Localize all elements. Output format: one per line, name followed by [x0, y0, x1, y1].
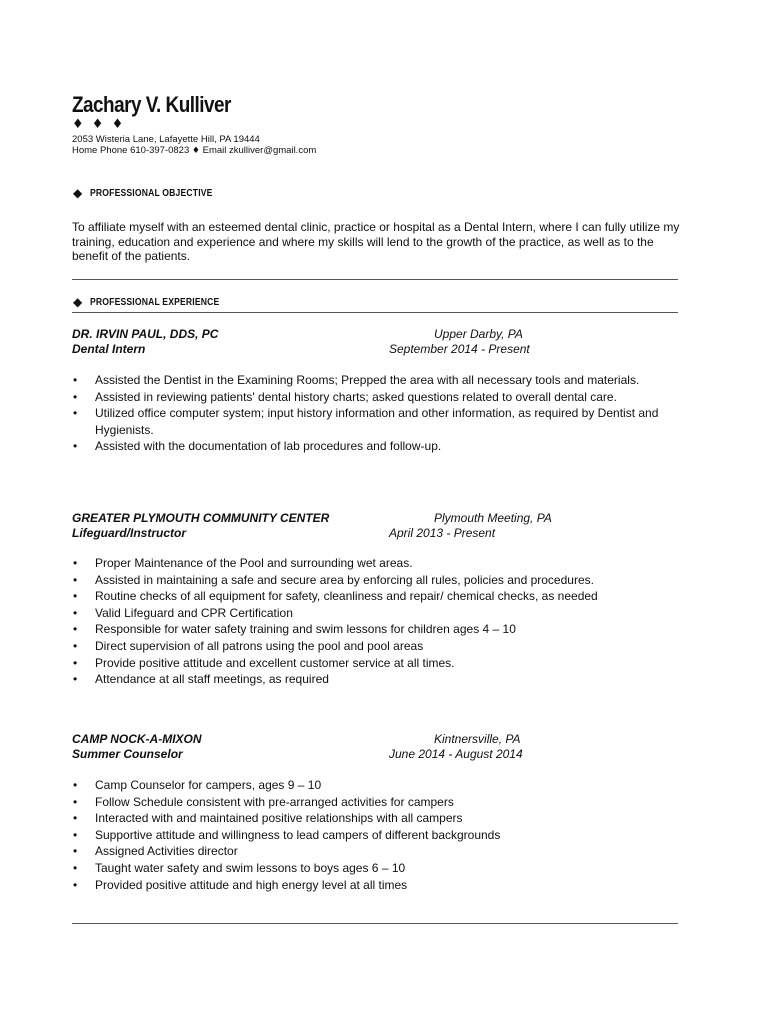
objective-text: To affiliate myself with an esteemed dental clinic, practice or hospital as a Dental Intern, where I can fully utilize my training, education and experience and where my skills will lend to the growth of the practice, as well as to the benefit of the patients. [72, 220, 680, 264]
job-organization: DR. IRVIN PAUL, DDS, PC [72, 327, 219, 341]
job-title: Dental Intern [72, 342, 146, 356]
list-item: • Responsible for water safety training and swim lessons for children ages 4 – 10 [72, 621, 684, 638]
job-duties-list [72, 555, 684, 688]
job-location: Kintnersville, PA [434, 732, 521, 746]
section-underline [72, 312, 678, 313]
objective-heading [73, 186, 240, 200]
list-item: • Camp Counselor for campers, ages 9 – 10 [72, 777, 684, 794]
list-item: • Assisted in maintaining a safe and secure area by enforcing all rules, policies and procedures. [72, 572, 684, 589]
job-duties-list [72, 777, 684, 893]
diamond-bullet-icon: ◆ [73, 186, 83, 200]
list-item: • Taught water safety and swim lessons to boys ages 6 – 10 [72, 860, 684, 877]
job-dates: June 2014 - August 2014 [389, 747, 523, 761]
section-divider [72, 923, 678, 924]
list-item: • Valid Lifeguard and CPR Certification [72, 605, 684, 622]
list-item: • Assisted in reviewing patients' dental history charts; asked questions related to overall dental care. [72, 389, 684, 406]
job-duties-list [72, 372, 684, 455]
job-location: Plymouth Meeting, PA [434, 511, 552, 525]
job-dates: September 2014 - Present [389, 342, 530, 356]
list-item: • Assisted with the documentation of lab procedures and follow-up. [72, 438, 684, 455]
diamond-separator-icon: ♦ [191, 146, 200, 156]
list-item: • Assisted the Dentist in the Examining Rooms; Prepped the area with all necessary tools and materials. [72, 372, 684, 389]
list-item: • Attendance at all staff meetings, as required [72, 671, 684, 688]
diamond-ornament: ♦ ♦ ♦ [72, 117, 126, 132]
diamond-bullet-icon: ◆ [73, 295, 83, 309]
list-item: • Direct supervision of all patrons using the pool and pool areas [72, 638, 684, 655]
address-line: 2053 Wisteria Lane, Lafayette Hill, PA 19444 [72, 134, 260, 145]
list-item: • Supportive attitude and willingness to lead campers of different backgrounds [72, 827, 684, 844]
list-item: • Utilized office computer system; input history information and other information, as required by Dentist and Hygienists. [72, 405, 684, 438]
job-organization: GREATER PLYMOUTH COMMUNITY CENTER [72, 511, 330, 525]
list-item: • Provided positive attitude and high energy level at all times [72, 877, 684, 894]
job-dates: April 2013 - Present [389, 526, 496, 540]
list-item: • Interacted with and maintained positive relationships with all campers [72, 810, 684, 827]
contact-line [72, 145, 316, 156]
section-divider [72, 279, 678, 280]
experience-heading-label: PROFESSIONAL EXPERIENCE [90, 296, 220, 308]
experience-heading [73, 295, 248, 309]
objective-heading-label: PROFESSIONAL OBJECTIVE [90, 187, 213, 199]
list-item: • Assigned Activities director [72, 843, 684, 860]
list-item: • Follow Schedule consistent with pre-arranged activities for campers [72, 794, 684, 811]
candidate-name: Zachary V. Kulliver [72, 92, 231, 117]
phone-text: Home Phone 610-397-0823 [72, 145, 190, 156]
email-text: Email zkulliver@gmail.com [202, 145, 317, 156]
job-location: Upper Darby, PA [434, 327, 523, 341]
list-item: • Proper Maintenance of the Pool and surrounding wet areas. [72, 555, 684, 572]
job-organization: CAMP NOCK-A-MIXON [72, 732, 202, 746]
job-title: Summer Counselor [72, 747, 183, 761]
list-item: • Provide positive attitude and excellent customer service at all times. [72, 655, 684, 672]
list-item: • Routine checks of all equipment for safety, cleanliness and repair/ chemical checks, as needed [72, 588, 684, 605]
job-title: Lifeguard/Instructor [72, 526, 187, 540]
